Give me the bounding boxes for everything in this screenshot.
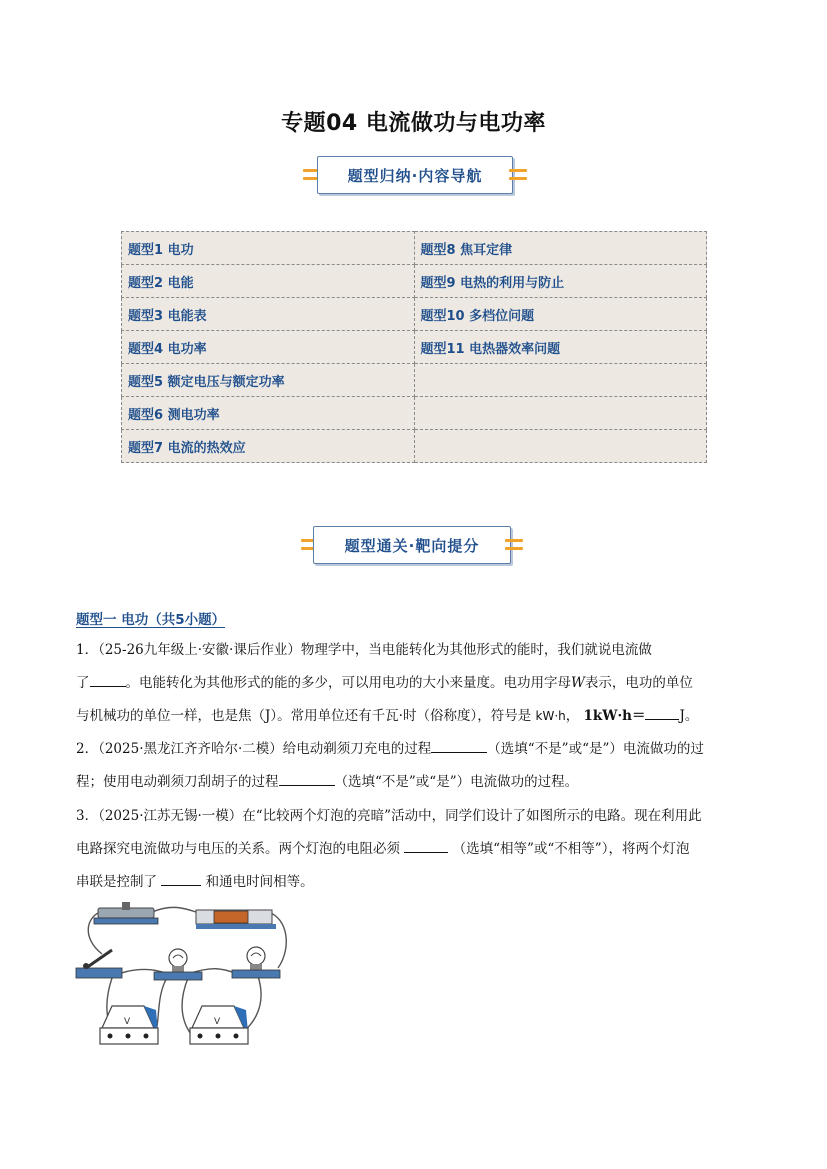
circuit-diagram [72, 898, 304, 1058]
answer-blank[interactable] [90, 671, 126, 687]
question-text: 串联是控制了 [76, 874, 157, 890]
banner-decoration-icon [509, 167, 527, 183]
equation: 1kW·h＝ [583, 708, 646, 724]
question-text: 2．（2025·黑龙江齐齐哈尔·二模）给电动剃须刀充电的过程 [76, 741, 432, 757]
question-text: 与机械功的单位一样，也是焦（J）。常用单位还有千瓦·时（俗称度），符号是 [76, 708, 532, 724]
topic-cell[interactable]: 题型8 焦耳定律 [414, 232, 707, 265]
topic-cell[interactable]: 题型1 电功 [122, 232, 415, 265]
table-row [122, 298, 707, 331]
answer-blank[interactable] [161, 870, 201, 886]
topic-cell [414, 364, 707, 397]
question-text: 电路探究电流做功与电压的关系。两个灯泡的电阻必须 [76, 841, 400, 857]
question-text: 表示，电功的单位 [584, 675, 693, 691]
question-text: （选填“不是”或“是”）电流做功的过程。 [334, 774, 579, 790]
banner-label: 题型通关·靶向提分 [313, 526, 511, 564]
answer-blank[interactable] [645, 704, 679, 720]
question-text: 和通电时间相等。 [205, 874, 314, 890]
question-text: （选填“不是”或“是”）电流做功的过 [487, 741, 704, 757]
question-text: （选填“相等”或“不相等”），将两个灯泡 [452, 841, 690, 857]
banner-decoration-icon [505, 537, 523, 553]
topic-cell[interactable]: 题型10 多档位问题 [414, 298, 707, 331]
question-text: 3．（2025·江苏无锡·一模）在“比较两个灯泡的亮暗”活动中，同学们设计了如图所示的电路。现在利用此 [76, 808, 702, 824]
topic-table [121, 231, 707, 463]
page-title: 专题04 电流做功与电功率 [281, 111, 546, 136]
table-row [122, 232, 707, 265]
banner-navigation [305, 156, 525, 194]
topic-cell[interactable]: 题型4 电功率 [122, 331, 415, 364]
topic-cell [414, 397, 707, 430]
topic-cell[interactable]: 题型3 电能表 [122, 298, 415, 331]
answer-blank[interactable] [404, 837, 448, 853]
voltmeter-icon [190, 1006, 248, 1044]
table-row [122, 331, 707, 364]
table-row [122, 265, 707, 298]
question-text: J。 [679, 708, 699, 724]
switch-icon [76, 950, 122, 978]
svg-text:V: V [214, 1017, 221, 1027]
rheostat-icon [94, 902, 158, 924]
question-text: ， [565, 708, 580, 724]
topic-cell [414, 430, 707, 463]
banner-label: 题型归纳·内容导航 [317, 156, 513, 194]
topic-cell[interactable]: 题型5 额定电压与额定功率 [122, 364, 415, 397]
table-row [122, 364, 707, 397]
question-2 [76, 733, 746, 799]
bulb-icon [232, 947, 280, 978]
question-1 [76, 634, 746, 733]
topic-cell[interactable]: 题型2 电能 [122, 265, 415, 298]
question-text: 1．（25-26九年级上·安徽·课后作业）物理学中，当电能转化为其他形式的能时，我们就说电流做 [76, 642, 652, 658]
answer-blank[interactable] [431, 737, 487, 753]
banner-practice [301, 526, 523, 564]
answer-blank[interactable] [279, 770, 335, 786]
question-text: 程；使用电动剃须刀刮胡子的过程 [76, 774, 279, 790]
topic-cell[interactable]: 题型6 测电功率 [122, 397, 415, 430]
battery-icon [196, 910, 276, 929]
topic-cell[interactable]: 题型11 电热器效率问题 [414, 331, 707, 364]
voltmeter-icon [100, 1006, 158, 1044]
table-row [122, 397, 707, 430]
section-heading: 题型一 电功（共5小题） [76, 612, 226, 628]
question-3 [76, 800, 746, 899]
topic-cell[interactable]: 题型7 电流的热效应 [122, 430, 415, 463]
question-text: 。电能转化为其他形式的能的多少，可以用电功的大小来量度。电功用字母 [125, 675, 571, 691]
bulb-icon [154, 949, 202, 980]
question-text: 了 [76, 675, 90, 691]
symbol-w: W [571, 675, 585, 691]
topic-cell[interactable]: 题型9 电热的利用与防止 [414, 265, 707, 298]
svg-text:V: V [124, 1017, 131, 1027]
unit-symbol: kW·h [535, 709, 566, 723]
table-row [122, 430, 707, 463]
